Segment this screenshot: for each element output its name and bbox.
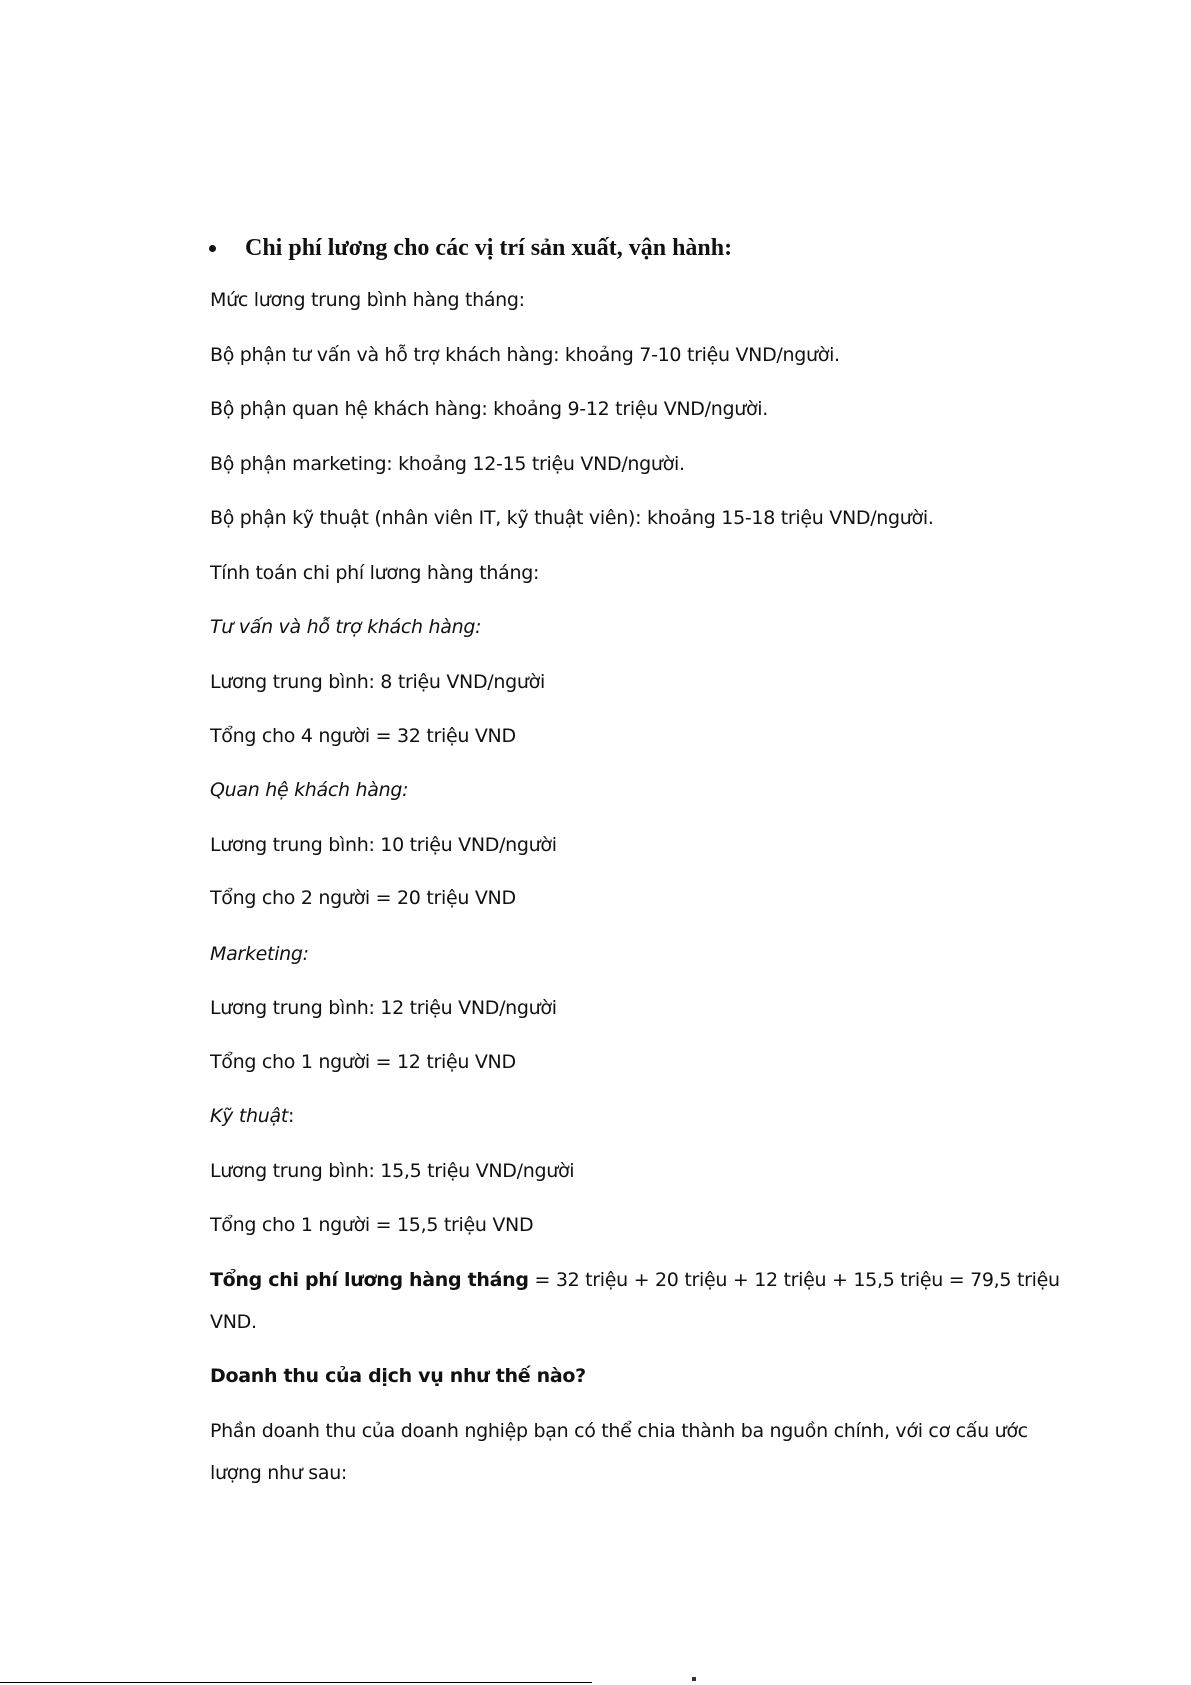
paragraph-salary-intro: Mức lương trung bình hàng tháng: <box>210 289 525 311</box>
paragraph-total-salary <box>210 1266 1060 1294</box>
total-salary-formula: = 32 triệu + 20 triệu + 12 triệu + 15,5 triệu = 79,5 triệu <box>528 1269 1060 1291</box>
total-salary-label: Tổng chi phí lương hàng tháng <box>210 1269 529 1291</box>
paragraph-consulting-range: Bộ phận tư vấn và hỗ trợ khách hàng: khoảng 7-10 triệu VND/người. <box>210 344 840 366</box>
footer-rule <box>0 1682 592 1683</box>
subheading-technical-label: Kỹ thuật <box>210 1105 288 1127</box>
subheading-technical-colon: : <box>287 1105 295 1127</box>
paragraph-relations-range: Bộ phận quan hệ khách hàng: khoảng 9-12 triệu VND/người. <box>210 398 769 420</box>
paragraph-technical-avg: Lương trung bình: 15,5 triệu VND/người <box>210 1160 575 1182</box>
subheading-relations: Quan hệ khách hàng: <box>210 779 409 801</box>
paragraph-revenue-intro: Phần doanh thu của doanh nghiệp bạn có thể chia thành ba nguồn chính, với cơ cấu ước <box>210 1420 1028 1442</box>
bullet-icon <box>209 245 216 252</box>
subheading-technical <box>210 1102 294 1130</box>
subheading-consulting: Tư vấn và hỗ trợ khách hàng: <box>210 616 482 638</box>
paragraph-technical-range: Bộ phận kỹ thuật (nhân viên IT, kỹ thuật viên): khoảng 15-18 triệu VND/người. <box>210 507 934 529</box>
paragraph-marketing-avg: Lương trung bình: 12 triệu VND/người <box>210 997 557 1019</box>
revenue-question: Doanh thu của dịch vụ như thế nào? <box>210 1365 586 1387</box>
paragraph-relations-total: Tổng cho 2 người = 20 triệu VND <box>210 887 516 909</box>
section-heading: Chi phí lương cho các vị trí sản xuất, vận hành: <box>245 235 733 261</box>
paragraph-consulting-total: Tổng cho 4 người = 32 triệu VND <box>210 725 516 747</box>
paragraph-marketing-total: Tổng cho 1 người = 12 triệu VND <box>210 1051 516 1073</box>
paragraph-revenue-intro-cont: lượng như sau: <box>210 1462 348 1484</box>
paragraph-technical-total: Tổng cho 1 người = 15,5 triệu VND <box>210 1214 534 1236</box>
paragraph-calc-intro: Tính toán chi phí lương hàng tháng: <box>210 562 540 584</box>
bullet-heading <box>209 231 1109 265</box>
paragraph-marketing-range: Bộ phận marketing: khoảng 12-15 triệu VND/người. <box>210 453 685 475</box>
subheading-marketing: Marketing: <box>210 943 309 965</box>
footer-mark <box>692 1677 696 1681</box>
paragraph-consulting-avg: Lương trung bình: 8 triệu VND/người <box>210 671 545 693</box>
paragraph-relations-avg: Lương trung bình: 10 triệu VND/người <box>210 834 557 856</box>
paragraph-total-salary-cont: VND. <box>210 1311 257 1333</box>
